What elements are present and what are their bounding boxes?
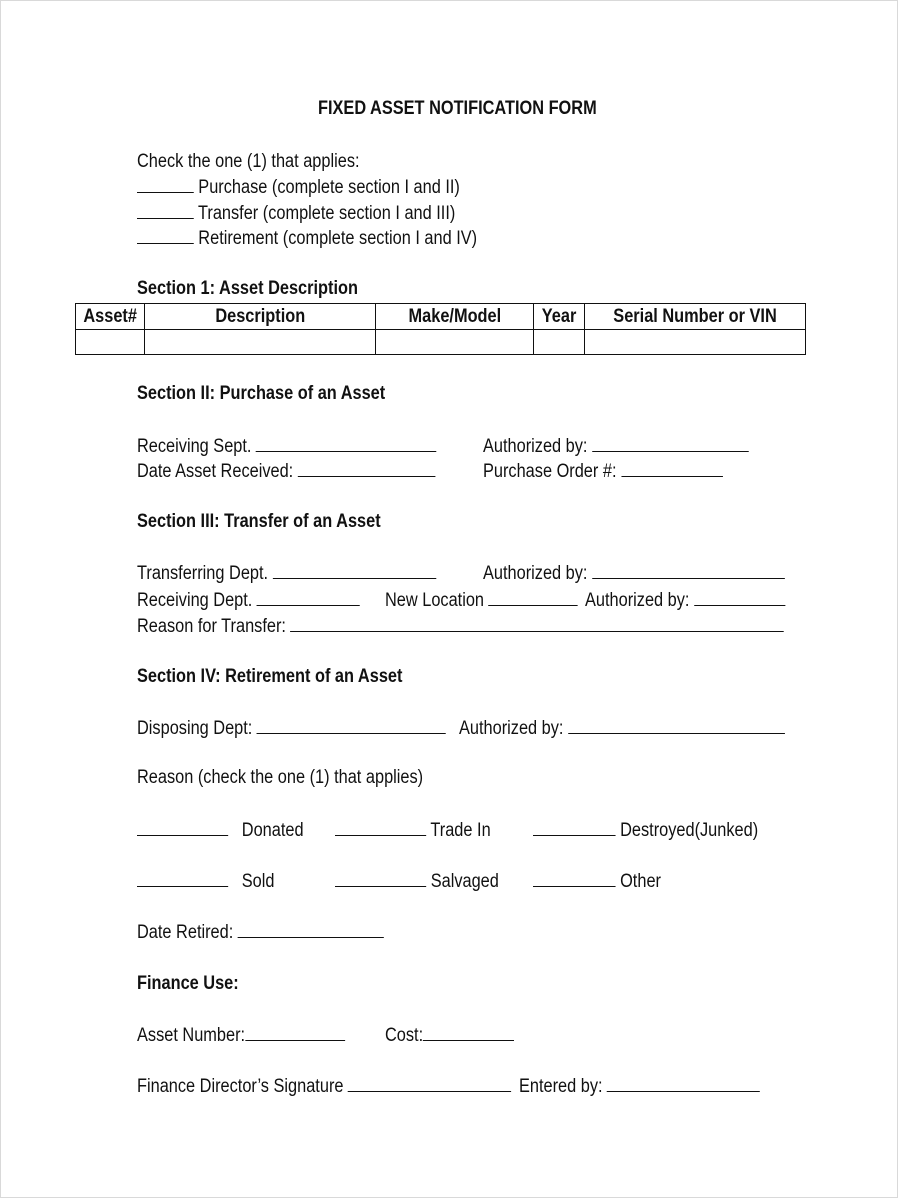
reason-label: Destroyed(Junked) [620, 820, 759, 841]
check-option-purchase[interactable] [137, 176, 460, 199]
cost-line[interactable] [423, 1024, 514, 1041]
section2-heading: Section II: Purchase of an Asset [137, 383, 386, 404]
transfer-receiving-dept-field[interactable] [137, 589, 360, 612]
field-label: Finance Director’s Signature [137, 1076, 344, 1097]
section1-heading: Section 1: Asset Description [137, 278, 358, 299]
cost-field[interactable] [385, 1024, 514, 1047]
column-header-year: Year [534, 304, 585, 330]
reason-label: Sold [241, 871, 275, 892]
finance-heading: Finance Use: [137, 973, 239, 994]
new-location-field[interactable] [385, 589, 578, 612]
field-label: Authorized by: [585, 590, 690, 611]
retirement-authorized-field[interactable] [459, 717, 785, 740]
reason-label: Salvaged [430, 871, 499, 892]
reason-label: Other [620, 871, 661, 892]
disposing-dept-field[interactable] [137, 717, 446, 740]
cell-description[interactable] [145, 330, 376, 355]
check-option-label: Retirement (complete section I and IV) [198, 228, 478, 249]
new-location-line[interactable] [489, 589, 578, 606]
purchase-order-line[interactable] [621, 460, 722, 477]
date-retired-field[interactable] [137, 921, 384, 944]
asset-description-table [75, 303, 806, 355]
field-label: Authorized by: [483, 563, 588, 584]
date-retired-line[interactable] [238, 921, 384, 938]
reason-option-trade-in[interactable] [335, 819, 491, 842]
transfer-authorized-field[interactable] [483, 562, 785, 585]
retirement-authorized-line[interactable] [568, 717, 785, 734]
field-label: Transferring Dept. [137, 563, 269, 584]
receiving-dept-field[interactable] [137, 435, 437, 458]
purchase-order-field[interactable] [483, 460, 723, 483]
check-option-label: Purchase (complete section I and II) [198, 177, 460, 198]
reason-option-salvaged[interactable] [335, 870, 499, 893]
cell-year[interactable] [534, 330, 585, 355]
reason-option-sold[interactable] [137, 870, 274, 893]
entered-by-field[interactable] [519, 1075, 760, 1098]
field-label: Entered by: [519, 1076, 603, 1097]
field-label: Receiving Sept. [137, 436, 252, 457]
entered-by-line[interactable] [607, 1075, 760, 1092]
director-signature-field[interactable] [137, 1075, 511, 1098]
field-label: Authorized by: [483, 436, 588, 457]
transfer-authorized-2-line[interactable] [694, 589, 785, 606]
reason-blank[interactable] [137, 819, 228, 836]
cell-asset[interactable] [76, 330, 145, 355]
table-row [76, 330, 806, 355]
column-header-serial: Serial Number or VIN [585, 304, 806, 330]
asset-number-line[interactable] [245, 1024, 345, 1041]
purchase-authorized-line[interactable] [592, 435, 749, 452]
check-intro: Check the one (1) that applies: [137, 151, 360, 172]
asset-number-field[interactable] [137, 1024, 345, 1047]
reason-blank[interactable] [137, 870, 228, 887]
reason-blank[interactable] [335, 870, 426, 887]
check-blank[interactable] [137, 176, 194, 193]
field-label: Date Retired: [137, 922, 234, 943]
reason-for-transfer-line[interactable] [290, 615, 784, 632]
reason-blank[interactable] [335, 819, 426, 836]
section4-heading: Section IV: Retirement of an Asset [137, 666, 403, 687]
transfer-authorized-2-field[interactable] [585, 589, 785, 612]
check-option-retirement[interactable] [137, 227, 477, 250]
check-blank[interactable] [137, 202, 194, 219]
date-received-field[interactable] [137, 460, 435, 483]
column-header-asset: Asset# [76, 304, 145, 330]
field-label: Purchase Order #: [483, 461, 617, 482]
field-label: Disposing Dept: [137, 718, 253, 739]
cell-make-model[interactable] [376, 330, 534, 355]
transfer-receiving-line[interactable] [257, 589, 360, 606]
field-label: Cost: [385, 1025, 424, 1046]
field-label: Authorized by: [459, 718, 564, 739]
column-header-description: Description [145, 304, 376, 330]
reason-intro: Reason (check the one (1) that applies) [137, 767, 424, 788]
purchase-authorized-field[interactable] [483, 435, 749, 458]
reason-blank[interactable] [533, 819, 616, 836]
check-option-transfer[interactable] [137, 202, 455, 225]
reason-option-donated[interactable] [137, 819, 304, 842]
reason-label: Donated [241, 820, 304, 841]
check-blank[interactable] [137, 227, 194, 244]
cell-serial[interactable] [585, 330, 806, 355]
date-received-line[interactable] [298, 460, 436, 477]
field-label: Date Asset Received: [137, 461, 294, 482]
table-header-row [76, 304, 806, 330]
reason-blank[interactable] [533, 870, 616, 887]
director-signature-line[interactable] [348, 1075, 511, 1092]
section3-heading: Section III: Transfer of an Asset [137, 511, 381, 532]
form-title: FIXED ASSET NOTIFICATION FORM [318, 98, 597, 119]
transferring-dept-line[interactable] [273, 562, 436, 579]
field-label: Reason for Transfer: [137, 616, 286, 637]
field-label: Asset Number: [137, 1025, 246, 1046]
field-label: New Location [385, 590, 485, 611]
check-option-label: Transfer (complete section I and III) [198, 203, 456, 224]
disposing-dept-line[interactable] [257, 717, 446, 734]
transferring-dept-field[interactable] [137, 562, 436, 585]
reason-for-transfer-field[interactable] [137, 615, 784, 638]
field-label: Receiving Dept. [137, 590, 253, 611]
reason-option-destroyed[interactable] [533, 819, 758, 842]
column-header-make-model: Make/Model [376, 304, 534, 330]
reason-label: Trade In [430, 820, 491, 841]
receiving-dept-line[interactable] [256, 435, 437, 452]
transfer-authorized-line[interactable] [592, 562, 785, 579]
reason-option-other[interactable] [533, 870, 661, 893]
